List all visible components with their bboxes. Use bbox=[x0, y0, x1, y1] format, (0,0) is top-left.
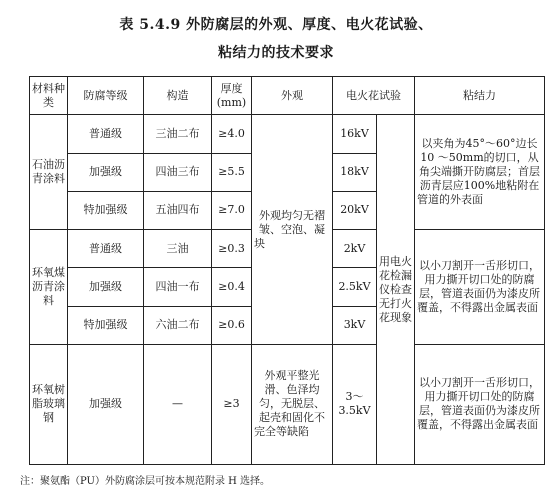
thickness-cell: ≥0.3 bbox=[212, 230, 252, 268]
voltage-cell: 3～3.5kV bbox=[333, 344, 377, 464]
header-row bbox=[30, 77, 545, 115]
thickness-cell: ≥4.0 bbox=[212, 115, 252, 153]
grade-cell: 特加强级 bbox=[68, 306, 144, 344]
thickness-cell: ≥0.4 bbox=[212, 268, 252, 306]
thickness-cell: ≥5.5 bbox=[212, 153, 252, 191]
header-spark-test: 电火花试验 bbox=[333, 77, 415, 115]
structure-cell: 五油四布 bbox=[144, 191, 212, 229]
adhesion-cell: 以小刀割开一舌形切口，用力撕开切口处的防腐层，管道表面仍为漆皮所覆盖，不得露出金属表面 bbox=[415, 344, 545, 464]
grade-cell: 普通级 bbox=[68, 230, 144, 268]
header-grade: 防腐等级 bbox=[68, 77, 144, 115]
thickness-cell: ≥7.0 bbox=[212, 191, 252, 229]
table-note: 注：聚氨酯（PU）外防腐涂层可按本规范附录 H 选择。 bbox=[20, 476, 271, 487]
spark-test-cell: 用电火花检漏仪检查无打火花现象 bbox=[377, 115, 415, 465]
grade-cell: 加强级 bbox=[68, 268, 144, 306]
header-structure: 构造 bbox=[144, 77, 212, 115]
adhesion-cell: 以夹角为45°～60°边长 10 ～50mm的切口，从角尖端撕开防腐层；首层沥青层应100%地粘附在管道的外表面 bbox=[415, 115, 545, 230]
header-thickness: 厚度(mm) bbox=[212, 77, 252, 115]
grade-cell: 特加强级 bbox=[68, 191, 144, 229]
spec-table bbox=[29, 76, 545, 465]
material-cell: 石油沥青涂料 bbox=[30, 115, 68, 230]
voltage-cell: 3kV bbox=[333, 306, 377, 344]
header-appearance: 外观 bbox=[252, 77, 333, 115]
structure-cell: 四油一布 bbox=[144, 268, 212, 306]
appearance-cell: 外观均匀无褶皱、空泡、凝块 bbox=[252, 115, 333, 345]
table-title-line-2: 粘结力的技术要求 bbox=[218, 45, 334, 61]
table-title-line-1: 表 5.4.9 外防腐层的外观、厚度、电火花试验、 bbox=[119, 17, 433, 33]
voltage-cell: 2.5kV bbox=[333, 268, 377, 306]
material-cell: 环氧树脂玻璃钢 bbox=[30, 344, 68, 464]
voltage-cell: 18kV bbox=[333, 153, 377, 191]
thickness-cell: ≥0.6 bbox=[212, 306, 252, 344]
material-cell: 环氧煤沥青涂料 bbox=[30, 230, 68, 345]
structure-cell: 六油二布 bbox=[144, 306, 212, 344]
voltage-cell: 16kV bbox=[333, 115, 377, 153]
adhesion-cell: 以小刀割开一舌形切口，用力撕开切口处的防腐层，管道表面仍为漆皮所覆盖，不得露出金属表面 bbox=[415, 230, 545, 345]
header-adhesion: 粘结力 bbox=[415, 77, 545, 115]
thickness-cell: ≥3 bbox=[212, 344, 252, 464]
voltage-cell: 20kV bbox=[333, 191, 377, 229]
grade-cell: 加强级 bbox=[68, 153, 144, 191]
appearance-cell: 外观平整光滑、色泽均匀，无脱层、起壳和固化不完全等缺陷 bbox=[252, 344, 333, 464]
grade-cell: 普通级 bbox=[68, 115, 144, 153]
voltage-cell: 2kV bbox=[333, 230, 377, 268]
structure-cell: — bbox=[144, 344, 212, 464]
table-row bbox=[30, 115, 545, 153]
table-row bbox=[30, 344, 545, 464]
header-material: 材料种类 bbox=[30, 77, 68, 115]
grade-cell: 加强级 bbox=[68, 344, 144, 464]
structure-cell: 三油 bbox=[144, 230, 212, 268]
structure-cell: 四油三布 bbox=[144, 153, 212, 191]
structure-cell: 三油二布 bbox=[144, 115, 212, 153]
